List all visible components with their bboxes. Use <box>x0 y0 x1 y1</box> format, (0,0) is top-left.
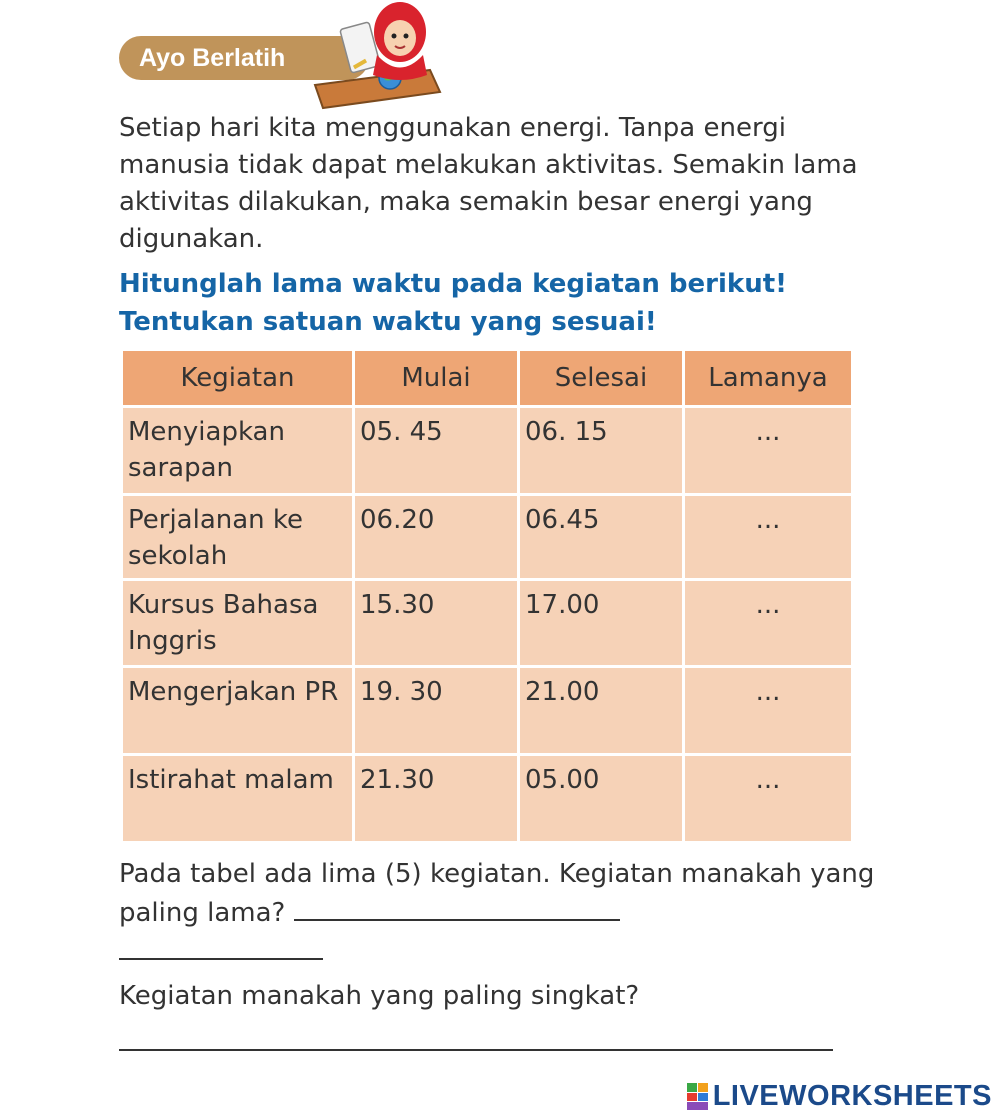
header-lamanya: Lamanya <box>685 351 851 405</box>
cell-kegiatan: Istirahat malam <box>123 756 352 841</box>
answer-line-shortest[interactable] <box>119 1049 833 1051</box>
header-selesai: Selesai <box>520 351 682 405</box>
cell-kegiatan: Kursus Bahasa Inggris <box>123 581 352 665</box>
cell-selesai: 17.00 <box>520 581 682 665</box>
cell-kegiatan: Menyiapkan sarapan <box>123 408 352 493</box>
header-mulai: Mulai <box>355 351 517 405</box>
cell-mulai: 05. 45 <box>355 408 517 493</box>
cell-kegiatan: Perjalanan ke sekolah <box>123 496 352 578</box>
cell-selesai: 21.00 <box>520 668 682 753</box>
question-longest-text: Pada tabel ada lima (5) kegiatan. Kegiatan manakah yang paling lama? <box>119 859 875 928</box>
girl-studying-illustration <box>305 0 445 110</box>
table-row <box>123 408 851 493</box>
instruction-line-1: Hitunglah lama waktu pada kegiatan berikut! <box>119 269 788 299</box>
answer-line-longest-continued[interactable] <box>119 958 323 960</box>
table-header-row <box>123 351 851 405</box>
question-shortest: Kegiatan manakah yang paling singkat? <box>119 981 640 1011</box>
cell-lamanya-answer[interactable]: ... <box>685 581 851 665</box>
cell-kegiatan: Mengerjakan PR <box>123 668 352 753</box>
instruction-line-2: Tentukan satuan waktu yang sesuai! <box>119 307 657 337</box>
table-row <box>123 496 851 578</box>
cell-lamanya-answer[interactable]: ... <box>685 408 851 493</box>
liveworksheets-brand[interactable] <box>687 1080 992 1113</box>
cell-selesai: 06. 15 <box>520 408 682 493</box>
cell-mulai: 19. 30 <box>355 668 517 753</box>
liveworksheets-logo-icon <box>687 1083 709 1111</box>
cell-selesai: 05.00 <box>520 756 682 841</box>
instruction-block <box>119 265 879 341</box>
brand-text: LIVEWORKSHEETS <box>712 1080 992 1112</box>
cell-lamanya-answer[interactable]: ... <box>685 496 851 578</box>
answer-blank-longest[interactable] <box>294 893 620 921</box>
cell-mulai: 06.20 <box>355 496 517 578</box>
cell-mulai: 15.30 <box>355 581 517 665</box>
header-kegiatan: Kegiatan <box>123 351 352 405</box>
cell-lamanya-answer[interactable]: ... <box>685 668 851 753</box>
table-row <box>123 581 851 665</box>
cell-selesai: 06.45 <box>520 496 682 578</box>
cell-lamanya-answer[interactable]: ... <box>685 756 851 841</box>
table-row <box>123 668 851 753</box>
cell-mulai: 21.30 <box>355 756 517 841</box>
table-row <box>123 756 851 841</box>
activity-table <box>120 348 854 844</box>
intro-paragraph: Setiap hari kita menggunakan energi. Tanpa energi manusia tidak dapat melakukan aktivitas. Semakin lama aktivitas dilakukan, maka semakin besar energi yang digunakan. <box>119 113 858 254</box>
badge-label: Ayo Berlatih <box>139 43 286 72</box>
question-longest <box>119 856 879 932</box>
